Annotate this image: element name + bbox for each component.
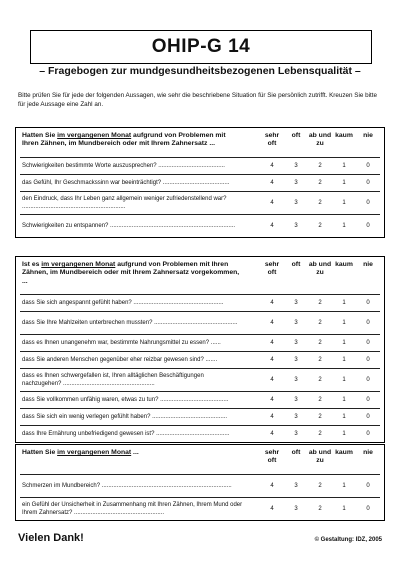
answer-option[interactable]: 3	[294, 396, 298, 403]
answer-option[interactable]: 1	[342, 339, 346, 346]
question-text: ...	[131, 449, 139, 456]
answer-options	[260, 413, 380, 421]
scale-header: sehr oft	[264, 261, 280, 277]
answer-option[interactable]: 0	[366, 376, 370, 383]
answer-option[interactable]: 2	[318, 199, 322, 206]
answer-option[interactable]: 3	[294, 505, 298, 512]
item-text: das Gefühl, Ihr Geschmackssinn war beeinträchtigt? ........................................	[22, 179, 230, 186]
answer-options	[260, 505, 380, 513]
question-section	[15, 444, 385, 521]
item-text: ein Gefühl der Unsicherheit in Zusammenhang mit Ihren Zähnen, Ihrem Mund oder Ihrem Zahnersatz? ......................................................	[22, 501, 243, 516]
question-row	[20, 391, 380, 408]
answer-option[interactable]: 1	[342, 396, 346, 403]
scale-header: nie	[363, 449, 373, 456]
answer-option[interactable]: 1	[342, 319, 346, 326]
scale-headers	[260, 132, 380, 149]
section-question	[20, 261, 243, 286]
answer-option[interactable]: 4	[270, 199, 274, 206]
title-box	[30, 30, 372, 64]
scale-header: kaum	[335, 449, 353, 456]
answer-options	[260, 162, 380, 170]
answer-options	[260, 199, 380, 207]
answer-option[interactable]: 3	[294, 376, 298, 383]
question-row	[20, 351, 380, 368]
answer-options	[260, 356, 380, 364]
answer-option[interactable]: 4	[270, 413, 274, 420]
question-row	[20, 174, 380, 191]
question-row	[20, 334, 380, 351]
question-timeframe: im vergangenen Monat	[41, 261, 116, 268]
answer-option[interactable]: 3	[294, 339, 298, 346]
answer-option[interactable]: 2	[318, 376, 322, 383]
answer-option[interactable]: 3	[294, 199, 298, 206]
answer-option[interactable]: 3	[294, 356, 298, 363]
question-row	[20, 214, 380, 237]
answer-option[interactable]: 0	[366, 319, 370, 326]
item-text: dass Sie sich angespannt gefühlt haben? ......................................................	[22, 299, 224, 306]
thanks-text: Vielen Dank!	[18, 532, 84, 544]
answer-options	[260, 376, 380, 384]
scale-header: ab und zu	[308, 449, 332, 465]
page-title: OHIP-G 14	[151, 36, 251, 57]
answer-option[interactable]: 1	[342, 162, 346, 169]
question-timeframe: im vergangenen Monat	[57, 132, 132, 139]
answer-options	[260, 482, 380, 490]
answer-option[interactable]: 0	[366, 413, 370, 420]
answer-option[interactable]: 4	[270, 356, 274, 363]
answer-option[interactable]: 3	[294, 179, 298, 186]
page-subtitle: – Fragebogen zur mundgesundheitsbezogenen Lebensqualität –	[39, 65, 361, 77]
question-text: aufgrund von Problemen mit Ihren Zähnen, im Mundbereich oder mit Ihrem Zahnersatz vorgekommen, ...	[22, 261, 240, 285]
item-text: dass Sie Ihre Mahlzeiten unterbrechen mussten? ..................................................	[22, 319, 238, 326]
section-header	[20, 449, 380, 466]
question-row	[20, 311, 380, 334]
item-text: dass Sie vollkommen unfähig waren, etwas zu tun? .........................................	[22, 396, 229, 403]
answer-option[interactable]: 0	[366, 199, 370, 206]
answer-option[interactable]: 0	[366, 162, 370, 169]
item-text: Schwierigkeiten zu entspannen? ...........................................................................	[22, 222, 236, 229]
scale-header: ab und zu	[308, 132, 332, 148]
scale-header: ab und zu	[308, 261, 332, 277]
scale-header: oft	[291, 261, 301, 268]
answer-option[interactable]: 4	[270, 482, 274, 489]
answer-option[interactable]: 1	[342, 482, 346, 489]
answer-option[interactable]: 4	[270, 179, 274, 186]
scale-headers	[260, 261, 380, 286]
answer-option[interactable]: 1	[342, 299, 346, 306]
answer-option[interactable]: 0	[366, 179, 370, 186]
scale-header: oft	[291, 132, 301, 139]
answer-option[interactable]: 2	[318, 413, 322, 420]
question-timeframe: im vergangenen Monat	[57, 449, 132, 456]
answer-options	[260, 319, 380, 327]
answer-option[interactable]: 1	[342, 376, 346, 383]
answer-option[interactable]: 0	[366, 299, 370, 306]
item-text: den Eindruck, dass Ihr Leben ganz allgemein weniger zufriedenstellend war? ..............................................................	[22, 195, 227, 210]
answer-option[interactable]: 0	[366, 222, 370, 229]
answer-option[interactable]: 3	[294, 162, 298, 169]
answer-option[interactable]: 4	[270, 222, 274, 229]
credit-text: © Gestaltung: IDZ, 2005	[314, 537, 382, 543]
scale-headers	[260, 449, 380, 466]
question-row	[20, 368, 380, 391]
answer-option[interactable]: 2	[318, 162, 322, 169]
question-text: Hatten Sie	[22, 132, 58, 139]
answer-option[interactable]: 4	[270, 430, 274, 437]
question-section	[15, 256, 385, 443]
answer-option[interactable]: 4	[270, 299, 274, 306]
item-text: Schwierigkeiten bestimmte Worte auszusprechen? ........................................	[22, 162, 225, 169]
question-row	[20, 474, 380, 497]
question-text: aufgrund von Problemen mit Ihren Zähnen, im Mundbereich oder mit Ihrem Zahnersatz ...	[22, 132, 226, 148]
answer-option[interactable]: 3	[294, 222, 298, 229]
item-text: dass Ihre Ernährung unbefriedigend gewesen ist? ............................................	[22, 430, 230, 437]
scale-header: nie	[363, 132, 373, 139]
answer-options	[260, 430, 380, 438]
question-row	[20, 425, 380, 442]
answer-option[interactable]: 2	[318, 222, 322, 229]
answer-option[interactable]: 4	[270, 319, 274, 326]
answer-option[interactable]: 3	[294, 319, 298, 326]
scale-header: sehr oft	[264, 132, 280, 148]
question-text: Hatten Sie	[22, 449, 58, 456]
scale-header: oft	[291, 449, 301, 456]
answer-option[interactable]: 0	[366, 505, 370, 512]
question-row	[20, 294, 380, 311]
section-header	[20, 132, 380, 149]
answer-option[interactable]: 1	[342, 222, 346, 229]
question-row	[20, 408, 380, 425]
section-question	[20, 132, 243, 149]
answer-option[interactable]: 1	[342, 505, 346, 512]
answer-option[interactable]: 4	[270, 396, 274, 403]
answer-option[interactable]: 0	[366, 396, 370, 403]
answer-option[interactable]: 2	[318, 505, 322, 512]
answer-option[interactable]: 2	[318, 430, 322, 437]
answer-options	[260, 396, 380, 404]
scale-header: kaum	[335, 132, 353, 139]
answer-option[interactable]: 4	[270, 162, 274, 169]
answer-option[interactable]: 2	[318, 339, 322, 346]
answer-option[interactable]: 1	[342, 356, 346, 363]
scale-header: nie	[363, 261, 373, 268]
item-text: Schmerzen im Mundbereich? ..............................................................................	[22, 482, 232, 489]
answer-options	[260, 339, 380, 347]
answer-option[interactable]: 2	[318, 299, 322, 306]
scale-header: sehr oft	[264, 449, 280, 465]
answer-option[interactable]: 3	[294, 299, 298, 306]
answer-option[interactable]: 3	[294, 482, 298, 489]
item-text: dass Sie sich ein wenig verlegen gefühlt haben? .............................................	[22, 413, 228, 420]
answer-option[interactable]: 4	[270, 339, 274, 346]
answer-option[interactable]: 1	[342, 179, 346, 186]
answer-option[interactable]: 4	[270, 376, 274, 383]
answer-options	[260, 222, 380, 230]
answer-option[interactable]: 2	[318, 319, 322, 326]
answer-option[interactable]: 3	[294, 430, 298, 437]
answer-option[interactable]: 2	[318, 179, 322, 186]
answer-option[interactable]: 1	[342, 430, 346, 437]
question-row	[20, 191, 380, 214]
answer-option[interactable]: 0	[366, 430, 370, 437]
item-text: dass es Ihnen unangenehm war, bestimmte Nahrungsmittel zu essen? ......	[22, 339, 221, 346]
answer-option[interactable]: 1	[342, 413, 346, 420]
answer-option[interactable]: 0	[366, 356, 370, 363]
answer-options	[260, 299, 380, 307]
section-header	[20, 261, 380, 286]
answer-option[interactable]: 3	[294, 413, 298, 420]
item-text: dass es Ihnen schwergefallen ist, Ihren alltäglichen Beschäftigungen nachzugehen? .......................................................	[22, 372, 204, 387]
answer-options	[260, 179, 380, 187]
question-row	[20, 157, 380, 174]
answer-option[interactable]: 4	[270, 505, 274, 512]
scale-header: kaum	[335, 261, 353, 268]
section-question	[20, 449, 243, 466]
answer-option[interactable]: 2	[318, 396, 322, 403]
answer-option[interactable]: 2	[318, 356, 322, 363]
question-section	[15, 127, 385, 238]
answer-option[interactable]: 0	[366, 482, 370, 489]
answer-option[interactable]: 0	[366, 339, 370, 346]
answer-option[interactable]: 2	[318, 482, 322, 489]
item-text: dass Sie anderen Menschen gegenüber eher reizbar gewesen sind? .......	[22, 356, 218, 363]
answer-option[interactable]: 1	[342, 199, 346, 206]
instructions-text: Bitte prüfen Sie für jede der folgenden Aussagen, wie sehr die beschriebene Situation für Sie persönlich zutrifft. Kreuzen Sie bitte für jede Aussage eine Zahl an.	[18, 92, 378, 108]
question-row	[20, 497, 380, 520]
question-text: Ist es	[22, 261, 42, 268]
